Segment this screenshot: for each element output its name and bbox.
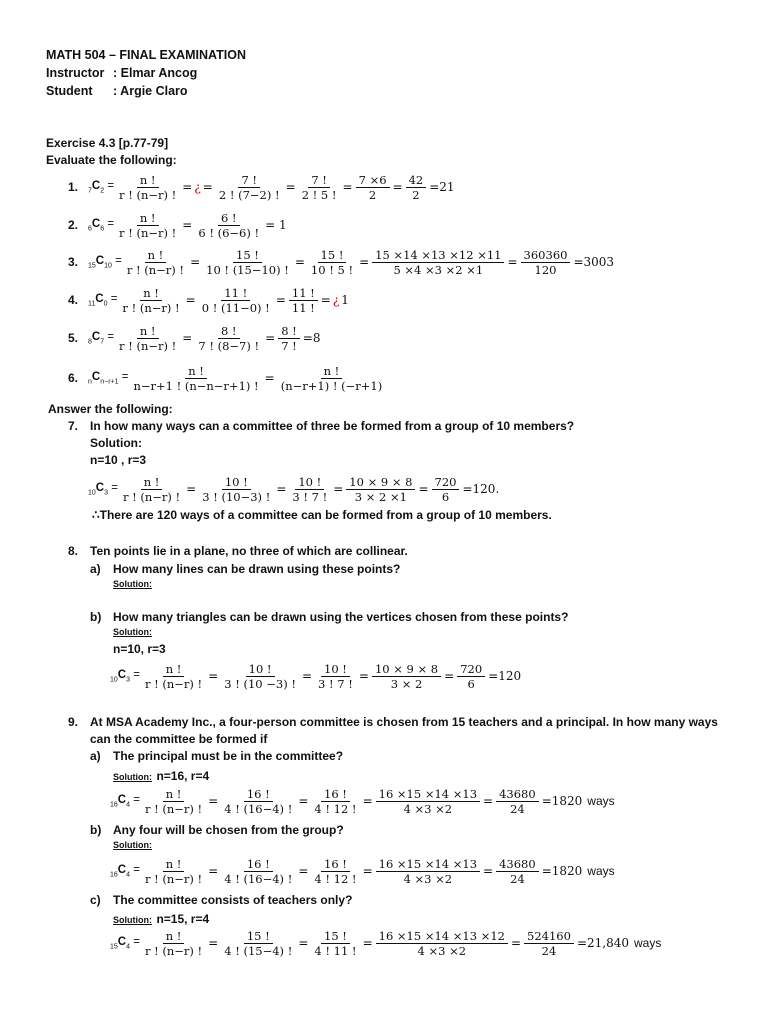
fraction bbox=[216, 173, 283, 202]
q9a-solution-line bbox=[113, 767, 209, 785]
combination-n: n bbox=[88, 378, 92, 386]
denominator: (n−r+1) ! (−r+1) bbox=[280, 378, 383, 393]
denominator: r ! (n−r) ! bbox=[122, 300, 180, 315]
denominator: 24 bbox=[541, 943, 557, 958]
numerator: 16 ! bbox=[244, 787, 273, 802]
q7-solution-label: Solution: bbox=[90, 436, 142, 450]
fraction bbox=[195, 211, 262, 240]
fraction bbox=[372, 248, 504, 277]
denominator: r ! (n−r) ! bbox=[126, 262, 185, 277]
numerator: n ! bbox=[163, 662, 185, 677]
combination-label bbox=[88, 331, 114, 345]
numerator: 6 ! bbox=[218, 211, 240, 226]
fraction bbox=[406, 173, 427, 202]
fraction bbox=[203, 248, 292, 277]
denominator: 6 bbox=[467, 676, 475, 691]
result-value: =1820 bbox=[541, 794, 583, 808]
denominator: 3 ! 7 ! bbox=[292, 489, 328, 504]
numerator: n ! bbox=[145, 248, 167, 263]
equals-sign: = bbox=[264, 371, 275, 385]
numerator: 7 ! bbox=[238, 173, 260, 188]
exercise-instruction: Evaluate the following: bbox=[46, 153, 177, 167]
q9a-label: a) bbox=[90, 749, 101, 763]
q7-text: In how many ways can a committee of three be formed from a group of 10 members? bbox=[90, 419, 575, 433]
exercise-item-number: 4. bbox=[68, 293, 79, 307]
denominator: 4 ! 12 ! bbox=[314, 801, 357, 816]
q8-number: 8. bbox=[68, 544, 79, 558]
instructor-label: Instructor bbox=[46, 66, 105, 80]
equals-sign: = bbox=[208, 936, 219, 950]
denominator: 7 ! bbox=[281, 338, 297, 353]
fraction bbox=[130, 364, 261, 393]
numerator: n ! bbox=[163, 787, 185, 802]
combination-label bbox=[110, 669, 140, 683]
combination-r: 6 bbox=[100, 225, 105, 233]
combination-symbol: C bbox=[95, 254, 105, 267]
fraction bbox=[221, 929, 295, 958]
exercise-item-formula bbox=[88, 245, 615, 279]
denominator: 3 ! (10−3) ! bbox=[202, 489, 271, 504]
equals-sign: = bbox=[444, 669, 455, 683]
combination-n: 16 bbox=[110, 801, 118, 809]
equals-sign: = bbox=[104, 179, 115, 192]
q9-text-line2: can the committee be formed if bbox=[90, 732, 268, 746]
q9-number: 9. bbox=[68, 715, 79, 729]
fraction bbox=[119, 286, 182, 315]
combination-r: 3 bbox=[104, 489, 109, 497]
q8a-label: a) bbox=[90, 562, 101, 576]
combination-n: 6 bbox=[88, 225, 92, 233]
denominator: 11 ! bbox=[291, 300, 315, 315]
combination-n: 7 bbox=[88, 187, 92, 195]
equals-sign: = bbox=[342, 180, 353, 194]
q8-text: Ten points lie in a plane, no three of which are collinear. bbox=[90, 544, 408, 558]
q9a-formula bbox=[110, 784, 615, 818]
denominator: 4 ! 12 ! bbox=[314, 871, 357, 886]
numerator: 43680 bbox=[496, 857, 539, 872]
denominator: 0 ! (11−0) ! bbox=[201, 300, 270, 315]
fraction bbox=[376, 787, 480, 816]
numerator: 720 bbox=[432, 475, 460, 490]
denominator: 4 ×3 ×2 bbox=[403, 801, 453, 816]
numerator: 10 ! bbox=[321, 662, 350, 677]
exercise-item-number: 2. bbox=[68, 218, 79, 232]
equals-sign: = bbox=[510, 936, 522, 950]
fraction bbox=[142, 787, 205, 816]
numerator: 11 ! bbox=[289, 286, 318, 301]
combination-symbol: C bbox=[117, 668, 127, 681]
numerator: 15 ! bbox=[321, 929, 350, 944]
fraction bbox=[457, 662, 485, 691]
equals-sign: = bbox=[418, 482, 429, 496]
denominator: 4 ! (15−4) ! bbox=[224, 943, 293, 958]
q8b-formula bbox=[110, 659, 522, 693]
fraction bbox=[289, 475, 330, 504]
exercise-item-formula bbox=[88, 361, 387, 395]
glyph-mark: ¿ bbox=[194, 180, 201, 194]
denominator: 120 bbox=[534, 262, 557, 277]
denominator: 6 bbox=[441, 489, 450, 504]
numerator: n ! bbox=[163, 857, 185, 872]
combination-n: 15 bbox=[88, 262, 96, 270]
denominator: 2 bbox=[368, 187, 377, 202]
combination-symbol: C bbox=[91, 217, 101, 230]
equals-sign: = bbox=[182, 180, 193, 194]
equals-sign: = bbox=[392, 180, 403, 194]
numerator: 10 ! bbox=[222, 475, 251, 490]
numerator: 15 ×14 ×13 ×12 ×11 bbox=[372, 248, 504, 263]
numerator: n ! bbox=[137, 324, 159, 339]
fraction bbox=[142, 662, 205, 691]
numerator: 720 bbox=[457, 662, 485, 677]
denominator: 7 ! (8−7) ! bbox=[198, 338, 260, 353]
combination-symbol: C bbox=[117, 793, 127, 806]
combination-label bbox=[110, 936, 140, 950]
exercise-item-formula bbox=[88, 170, 456, 204]
denominator: 24 bbox=[510, 871, 525, 886]
equals-sign: = bbox=[208, 669, 219, 683]
denominator: 3 × 2 ×1 bbox=[354, 489, 407, 504]
fraction bbox=[221, 662, 299, 691]
numerator: 10 × 9 × 8 bbox=[346, 475, 415, 490]
q8b-text: How many triangles can be drawn using the vertices chosen from these points? bbox=[113, 610, 569, 624]
numerator: 8 ! bbox=[218, 324, 240, 339]
combination-r: 0 bbox=[103, 300, 108, 308]
fraction bbox=[278, 364, 385, 393]
combination-r: 4 bbox=[126, 801, 131, 809]
equals-sign: = bbox=[507, 255, 518, 269]
ways-label: ways bbox=[587, 864, 615, 878]
numerator: n ! bbox=[163, 929, 185, 944]
student-label: Student bbox=[46, 84, 93, 98]
combination-label bbox=[88, 255, 122, 269]
fraction bbox=[372, 662, 441, 691]
denominator: r ! (n−r) ! bbox=[144, 943, 203, 958]
denominator: 4 ×3 ×2 bbox=[417, 943, 467, 958]
numerator: 43680 bbox=[496, 787, 539, 802]
numerator: 16 ! bbox=[321, 787, 350, 802]
combination-n: 11 bbox=[88, 300, 96, 308]
combination-label bbox=[88, 482, 118, 496]
equals-sign: = bbox=[333, 482, 344, 496]
fraction bbox=[496, 787, 539, 816]
exercise-item-number: 6. bbox=[68, 371, 79, 385]
numerator: n ! bbox=[137, 211, 159, 226]
therefore-icon: ∴ bbox=[92, 508, 100, 522]
denominator: 4 ×3 ×2 bbox=[403, 871, 453, 886]
fraction bbox=[346, 475, 415, 504]
fraction bbox=[116, 211, 179, 240]
q9a-text: The principal must be in the committee? bbox=[113, 749, 344, 763]
combination-label bbox=[110, 794, 140, 808]
equals-sign: = bbox=[130, 793, 140, 806]
q9b-formula bbox=[110, 854, 615, 888]
result-value: =3003 bbox=[573, 255, 615, 269]
student-name: : Argie Claro bbox=[113, 84, 188, 98]
equals-sign: = bbox=[320, 293, 331, 307]
combination-symbol: C bbox=[95, 481, 105, 494]
instructor-name: : Elmar Ancog bbox=[113, 66, 198, 80]
q9b-solution-label: Solution: bbox=[113, 840, 152, 850]
fraction bbox=[195, 324, 262, 353]
numerator: 524160 bbox=[524, 929, 574, 944]
q9c-text: The committee consists of teachers only? bbox=[113, 893, 353, 907]
denominator: r ! (n−r) ! bbox=[119, 187, 177, 202]
fraction bbox=[299, 173, 340, 202]
fraction bbox=[199, 286, 273, 315]
fraction bbox=[311, 787, 359, 816]
q8a-solution-label: Solution: bbox=[113, 579, 152, 589]
denominator: 10 ! (15−10) ! bbox=[206, 262, 289, 277]
q7-conclusion: ∴There are 120 ways of a committee can be formed from a group of 10 members. bbox=[92, 508, 552, 522]
combination-r: 4 bbox=[126, 943, 131, 951]
fraction bbox=[116, 324, 179, 353]
numerator: 15 ! bbox=[244, 929, 273, 944]
denominator: 5 ×4 ×3 ×2 ×1 bbox=[393, 262, 484, 277]
combination-r: 3 bbox=[126, 676, 131, 684]
exercise-item-formula bbox=[88, 283, 350, 317]
numerator: n ! bbox=[185, 364, 207, 379]
numerator: 360360 bbox=[521, 248, 571, 263]
equals-sign: = bbox=[483, 864, 494, 878]
equals-sign: = bbox=[202, 180, 213, 194]
q9b-label: b) bbox=[90, 823, 102, 837]
q8b-given: n=10, r=3 bbox=[113, 642, 166, 656]
numerator: n ! bbox=[140, 286, 162, 301]
equals-sign: = bbox=[362, 794, 373, 808]
combination-n: 10 bbox=[88, 489, 96, 497]
combination-r: n−r+1 bbox=[100, 378, 119, 386]
q8a-text: How many lines can be drawn using these points? bbox=[113, 562, 401, 576]
fraction bbox=[376, 929, 508, 958]
equals-sign: = bbox=[362, 936, 373, 950]
equals-sign: = bbox=[104, 217, 115, 230]
result-value: =120. bbox=[462, 482, 500, 496]
combination-n: 16 bbox=[110, 871, 118, 879]
q9c-formula bbox=[110, 926, 661, 960]
equals-sign: = bbox=[483, 794, 494, 808]
combination-label bbox=[110, 864, 140, 878]
combination-symbol: C bbox=[91, 370, 101, 383]
fraction bbox=[524, 929, 574, 958]
q8b-solution-label: Solution: bbox=[113, 627, 152, 637]
denominator: 2 ! (7−2) ! bbox=[218, 187, 280, 202]
q9b-text: Any four will be chosen from the group? bbox=[113, 823, 344, 837]
numerator: 7 ! bbox=[308, 173, 330, 188]
fraction bbox=[221, 787, 295, 816]
denominator: r ! (n−r) ! bbox=[119, 338, 177, 353]
equals-sign: = bbox=[265, 331, 276, 345]
q7-given: n=10 , r=3 bbox=[90, 453, 147, 467]
glyph-mark: ¿ bbox=[332, 293, 340, 307]
denominator: 4 ! (16−4) ! bbox=[224, 871, 293, 886]
fraction bbox=[116, 173, 179, 202]
result-value: =8 bbox=[302, 331, 321, 345]
numerator: 42 bbox=[406, 173, 427, 188]
result-value: = 1 bbox=[265, 218, 287, 232]
equals-sign: = bbox=[107, 292, 118, 305]
fraction bbox=[521, 248, 571, 277]
fraction bbox=[376, 857, 480, 886]
equals-sign: = bbox=[186, 482, 197, 496]
numerator: 16 ×15 ×14 ×13 ×12 bbox=[376, 929, 508, 944]
equals-sign: = bbox=[276, 482, 287, 496]
fraction bbox=[124, 248, 187, 277]
equals-sign: = bbox=[362, 864, 373, 878]
equals-sign: = bbox=[285, 180, 296, 194]
result-value: =21,840 bbox=[576, 936, 629, 950]
numerator: 8 ! bbox=[278, 324, 300, 339]
denominator: 10 ! 5 ! bbox=[310, 262, 354, 277]
numerator: 10 ! bbox=[246, 662, 275, 677]
equals-sign: = bbox=[190, 255, 201, 269]
ways-label: ways bbox=[587, 794, 615, 808]
fraction bbox=[496, 857, 539, 886]
q9c-given: n=15, r=4 bbox=[156, 912, 210, 926]
denominator: r ! (n−r) ! bbox=[144, 801, 203, 816]
combination-n: 8 bbox=[88, 338, 92, 346]
equals-sign: = bbox=[130, 935, 140, 948]
equals-sign: = bbox=[359, 255, 370, 269]
combination-label bbox=[88, 293, 117, 307]
equals-sign: = bbox=[358, 669, 369, 683]
exam-title: MATH 504 – FINAL EXAMINATION bbox=[46, 48, 247, 62]
combination-symbol: C bbox=[117, 935, 127, 948]
fraction bbox=[289, 286, 318, 315]
exercise-item-number: 1. bbox=[68, 180, 79, 194]
combination-r: 4 bbox=[126, 871, 131, 879]
numerator: 16 ×15 ×14 ×13 bbox=[376, 857, 480, 872]
equals-sign: = bbox=[185, 293, 196, 307]
combination-symbol: C bbox=[91, 330, 101, 343]
combination-r: 7 bbox=[100, 338, 105, 346]
equals-sign: = bbox=[208, 794, 219, 808]
numerator: 16 ×15 ×14 ×13 bbox=[376, 787, 480, 802]
result-value: =1820 bbox=[541, 864, 583, 878]
denominator: 2 bbox=[412, 187, 420, 202]
numerator: 10 ! bbox=[295, 475, 324, 490]
equals-sign: = bbox=[298, 936, 309, 950]
fraction bbox=[356, 173, 390, 202]
fraction bbox=[142, 857, 205, 886]
q9c-solution-label: Solution: bbox=[113, 915, 152, 925]
combination-symbol: C bbox=[117, 863, 127, 876]
equals-sign: = bbox=[208, 864, 219, 878]
q8b-label: b) bbox=[90, 610, 102, 624]
numerator: 11 ! bbox=[221, 286, 250, 301]
numerator: 10 × 9 × 8 bbox=[372, 662, 441, 677]
combination-symbol: C bbox=[91, 179, 101, 192]
exercise-item-formula bbox=[88, 321, 321, 355]
fraction bbox=[311, 857, 359, 886]
denominator: r ! (n−r) ! bbox=[122, 489, 181, 504]
combination-r: 2 bbox=[100, 187, 105, 195]
equals-sign: = bbox=[130, 863, 140, 876]
fraction bbox=[432, 475, 460, 504]
equals-sign: = bbox=[298, 794, 309, 808]
combination-n: 10 bbox=[110, 676, 118, 684]
q7-formula bbox=[88, 472, 500, 506]
equals-sign: = bbox=[275, 293, 286, 307]
numerator: n ! bbox=[321, 364, 343, 379]
result-value: 1 bbox=[341, 293, 349, 307]
equals-sign: = bbox=[118, 370, 129, 383]
fraction bbox=[142, 929, 205, 958]
exercise-item-formula bbox=[88, 208, 288, 242]
numerator: n ! bbox=[141, 475, 163, 490]
denominator: r ! (n−r) ! bbox=[144, 871, 203, 886]
equals-sign: = bbox=[301, 669, 313, 683]
exercise-item-number: 5. bbox=[68, 331, 79, 345]
exercise-item-number: 3. bbox=[68, 255, 79, 269]
denominator: 3 ! (10 −3) ! bbox=[224, 676, 296, 691]
ways-label: ways bbox=[633, 936, 662, 950]
result-value: =21 bbox=[429, 180, 455, 194]
fraction bbox=[311, 929, 359, 958]
q9c-label: c) bbox=[90, 893, 101, 907]
fraction bbox=[308, 248, 356, 277]
equals-sign: = bbox=[130, 668, 140, 681]
answer-title: Answer the following: bbox=[48, 402, 173, 416]
fraction bbox=[120, 475, 183, 504]
combination-label bbox=[88, 218, 114, 232]
q9a-given: n=16, r=4 bbox=[156, 769, 210, 783]
denominator: 24 bbox=[510, 801, 525, 816]
fraction bbox=[315, 662, 356, 691]
denominator: 4 ! (16−4) ! bbox=[224, 801, 293, 816]
numerator: 7 ×6 bbox=[356, 173, 390, 188]
denominator: 4 ! 11 ! bbox=[314, 943, 357, 958]
denominator: 3 ! 7 ! bbox=[318, 676, 353, 691]
numerator: n ! bbox=[137, 173, 159, 188]
equals-sign: = bbox=[298, 864, 309, 878]
q9-text-line1: At MSA Academy Inc., a four-person committee is chosen from 15 teachers and a principal. In how many ways bbox=[90, 715, 718, 729]
equals-sign: = bbox=[108, 481, 118, 494]
equals-sign: = bbox=[111, 254, 122, 267]
q7-number: 7. bbox=[68, 419, 79, 433]
combination-symbol: C bbox=[95, 292, 104, 305]
numerator: 16 ! bbox=[321, 857, 350, 872]
fraction bbox=[278, 324, 300, 353]
numerator: 15 ! bbox=[233, 248, 262, 263]
denominator: 3 × 2 bbox=[390, 676, 423, 691]
numerator: 15 ! bbox=[318, 248, 347, 263]
combination-label bbox=[88, 180, 114, 194]
denominator: r ! (n−r) ! bbox=[119, 225, 177, 240]
result-value: =120 bbox=[488, 669, 522, 683]
denominator: n−r+1 ! (n−n−r+1) ! bbox=[133, 378, 259, 393]
numerator: 16 ! bbox=[244, 857, 273, 872]
combination-label bbox=[88, 371, 128, 385]
denominator: 2 ! 5 ! bbox=[301, 187, 337, 202]
equals-sign: = bbox=[104, 330, 115, 343]
fraction bbox=[221, 857, 295, 886]
combination-r: 10 bbox=[104, 262, 112, 270]
q9a-solution-label: Solution: bbox=[113, 772, 152, 782]
denominator: 6 ! (6−6) ! bbox=[198, 225, 260, 240]
exercise-title: Exercise 4.3 [p.77-79] bbox=[46, 136, 169, 150]
combination-n: 15 bbox=[110, 943, 118, 951]
equals-sign: = bbox=[294, 255, 305, 269]
equals-sign: = bbox=[182, 331, 193, 345]
equals-sign: = bbox=[182, 218, 193, 232]
denominator: r ! (n−r) ! bbox=[144, 676, 203, 691]
fraction bbox=[199, 475, 273, 504]
